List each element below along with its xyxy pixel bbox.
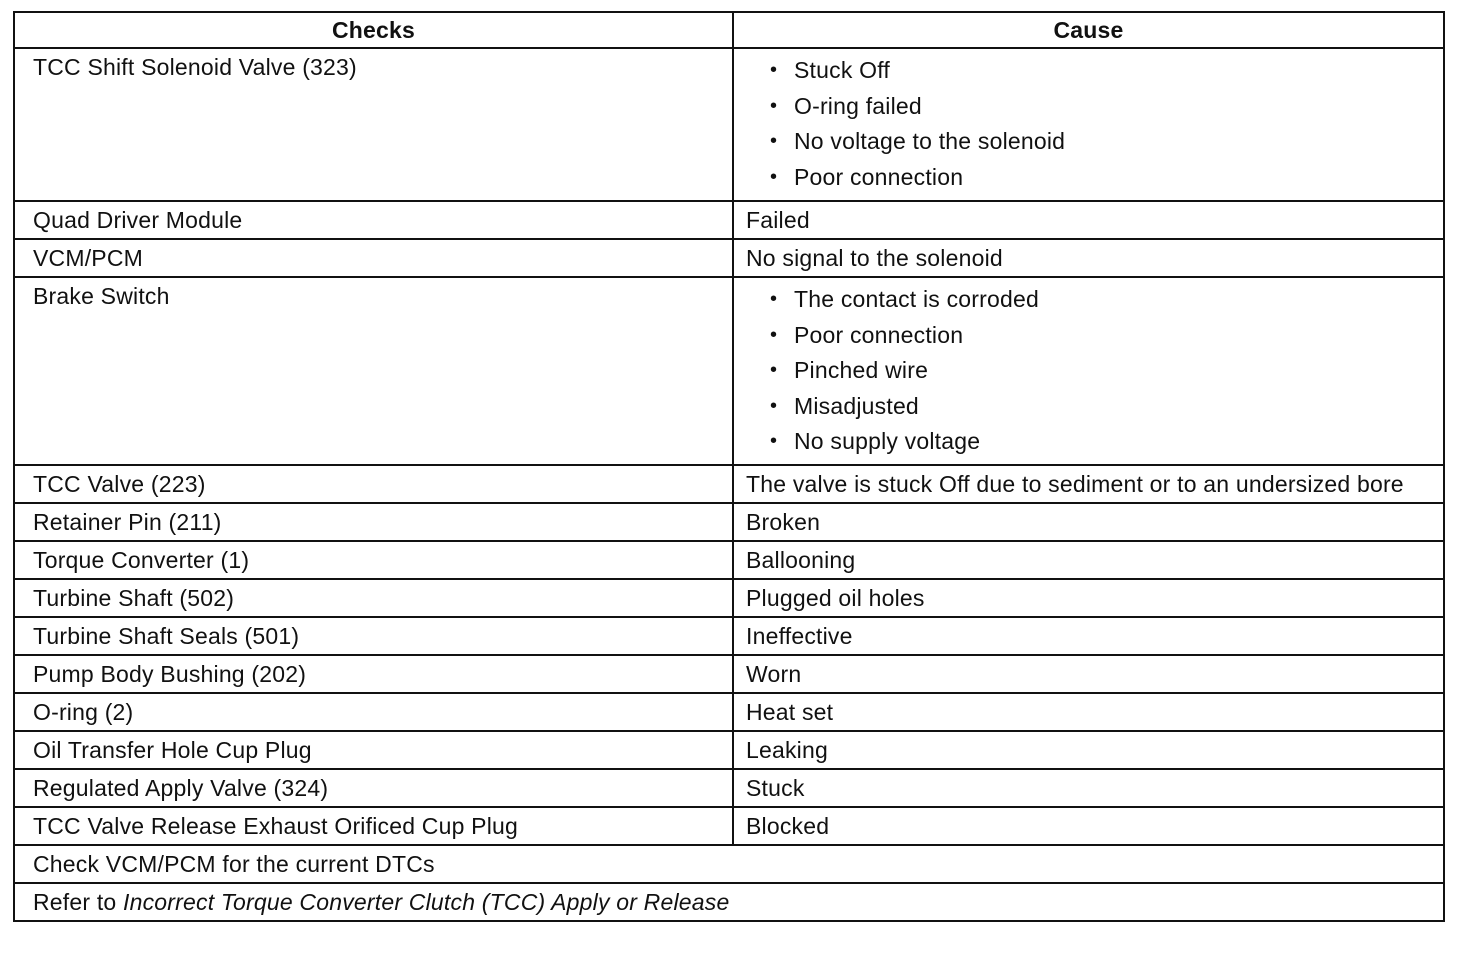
cause-list-item: • No supply voltage bbox=[770, 424, 1425, 460]
check-cell: TCC Shift Solenoid Valve (323) bbox=[14, 48, 733, 201]
cause-list-item: • Stuck Off bbox=[770, 53, 1425, 89]
table-row bbox=[14, 617, 1444, 655]
cause-cell: Stuck bbox=[733, 769, 1444, 807]
cause-column-header: Cause bbox=[733, 12, 1444, 48]
table-row bbox=[14, 239, 1444, 277]
cause-list-item: • O-ring failed bbox=[770, 89, 1425, 125]
check-cell: Turbine Shaft Seals (501) bbox=[14, 617, 733, 655]
table-row bbox=[14, 579, 1444, 617]
cause-list-item: • Poor connection bbox=[770, 318, 1425, 354]
table-header-row bbox=[14, 12, 1444, 48]
reference-title: Incorrect Torque Converter Clutch (TCC) Apply or Release bbox=[123, 888, 730, 915]
table-row bbox=[14, 655, 1444, 693]
cause-cell: Ballooning bbox=[733, 541, 1444, 579]
table-row bbox=[14, 731, 1444, 769]
cause-list-item: • No voltage to the solenoid bbox=[770, 124, 1425, 160]
cause-cell: Plugged oil holes bbox=[733, 579, 1444, 617]
cause-list-item: • Misadjusted bbox=[770, 389, 1425, 425]
cause-cell: Leaking bbox=[733, 731, 1444, 769]
cause-list-item: • Pinched wire bbox=[770, 353, 1425, 389]
cause-cell: Heat set bbox=[733, 693, 1444, 731]
check-cell: TCC Valve Release Exhaust Orificed Cup Plug bbox=[14, 807, 733, 845]
cause-cell: Failed bbox=[733, 201, 1444, 239]
check-cell: Quad Driver Module bbox=[14, 201, 733, 239]
cause-list bbox=[746, 282, 1425, 460]
cause-cell bbox=[733, 277, 1444, 465]
checks-column-header: Checks bbox=[14, 12, 733, 48]
table-row bbox=[14, 693, 1444, 731]
cause-list bbox=[746, 53, 1425, 195]
table-footer-row bbox=[14, 883, 1444, 921]
table-row bbox=[14, 465, 1444, 503]
check-cell: VCM/PCM bbox=[14, 239, 733, 277]
table-row bbox=[14, 48, 1444, 201]
footer-note-reference bbox=[14, 883, 1444, 921]
table-row bbox=[14, 201, 1444, 239]
check-cell: Turbine Shaft (502) bbox=[14, 579, 733, 617]
check-cell: Pump Body Bushing (202) bbox=[14, 655, 733, 693]
reference-prefix: Refer to bbox=[33, 888, 124, 915]
cause-cell bbox=[733, 48, 1444, 201]
check-cell: Brake Switch bbox=[14, 277, 733, 465]
table-row bbox=[14, 769, 1444, 807]
cause-list-item: • The contact is corroded bbox=[770, 282, 1425, 318]
table-row bbox=[14, 503, 1444, 541]
check-cell: Oil Transfer Hole Cup Plug bbox=[14, 731, 733, 769]
check-cell: Retainer Pin (211) bbox=[14, 503, 733, 541]
cause-cell: Worn bbox=[733, 655, 1444, 693]
table-footer-row bbox=[14, 845, 1444, 883]
cause-cell: Blocked bbox=[733, 807, 1444, 845]
check-cell: O-ring (2) bbox=[14, 693, 733, 731]
table-row bbox=[14, 541, 1444, 579]
check-cell: Torque Converter (1) bbox=[14, 541, 733, 579]
cause-cell: The valve is stuck Off due to sediment or to an undersized bore bbox=[733, 465, 1444, 503]
cause-cell: Ineffective bbox=[733, 617, 1444, 655]
footer-note-dtcs: Check VCM/PCM for the current DTCs bbox=[14, 845, 1444, 883]
table-row bbox=[14, 807, 1444, 845]
cause-cell: No signal to the solenoid bbox=[733, 239, 1444, 277]
check-cell: Regulated Apply Valve (324) bbox=[14, 769, 733, 807]
table-row bbox=[14, 277, 1444, 465]
diagnostic-table bbox=[13, 11, 1445, 922]
check-cell: TCC Valve (223) bbox=[14, 465, 733, 503]
cause-list-item: • Poor connection bbox=[770, 160, 1425, 196]
cause-cell: Broken bbox=[733, 503, 1444, 541]
